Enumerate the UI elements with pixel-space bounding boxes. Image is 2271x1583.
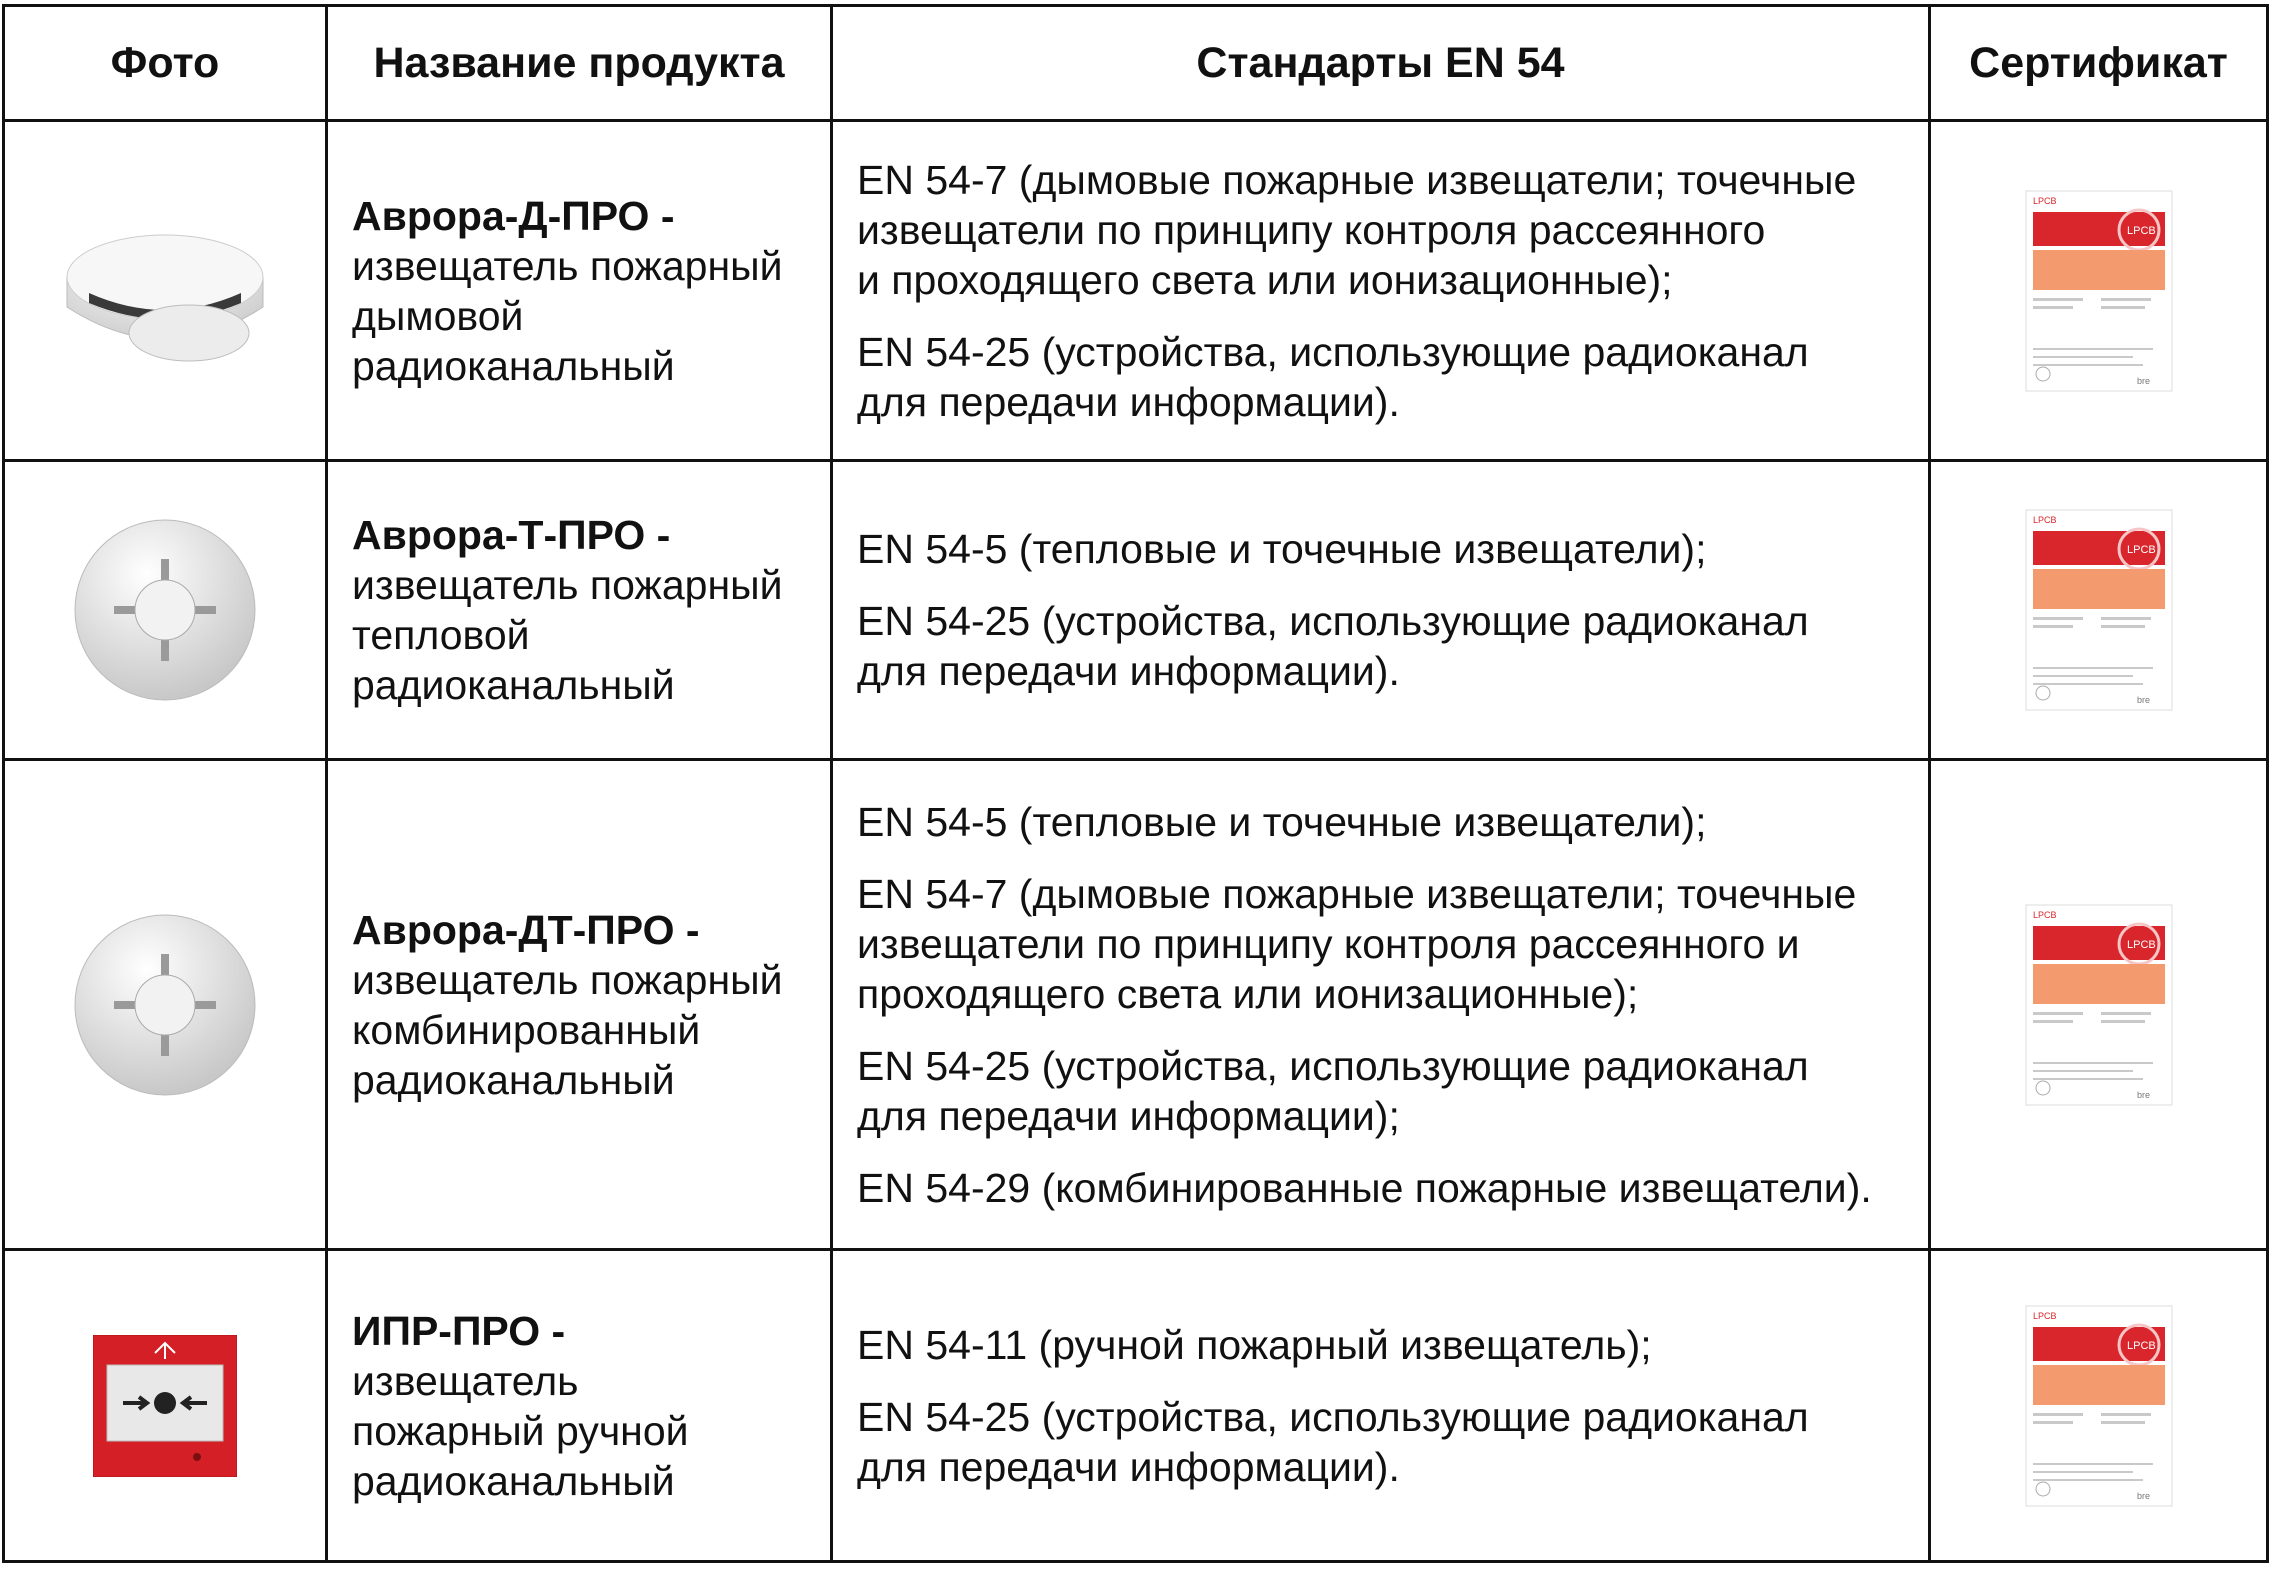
certificate-thumbnail[interactable] xyxy=(1931,1305,2266,1507)
certificate-icon xyxy=(2025,190,2173,392)
certificate-badge-text: LPCB xyxy=(2126,224,2156,237)
table-row xyxy=(4,121,2268,461)
product-name-cell xyxy=(327,121,832,461)
certificate-logo-text: LPCB xyxy=(2032,909,2057,920)
product-name: Аврора-ДТ-ПРО - xyxy=(352,906,700,953)
certificate-cell xyxy=(1930,760,2268,1250)
product-description-line: тепловой xyxy=(352,612,530,658)
header-product-name: Название продукта xyxy=(327,6,832,121)
certificate-badge-text: LPCB xyxy=(2126,544,2156,556)
standard-entry: EN 54-25 (устройства, использующие радиоканал для передачи информации); xyxy=(857,1042,1809,1139)
standard-entry: EN 54-29 (комбинированные пожарные извещатели). xyxy=(857,1164,1872,1211)
standards-cell xyxy=(832,1250,1930,1562)
product-description-line: радиоканальный xyxy=(352,662,675,708)
photo-cell xyxy=(4,461,327,760)
product-description-line: дымовой xyxy=(352,292,524,339)
certificate-cell xyxy=(1930,121,2268,461)
manual-call-point-icon xyxy=(93,1335,237,1477)
standard-entry: EN 54-11 (ручной пожарный извещатель); xyxy=(857,1321,1652,1368)
header-certificate: Сертификат xyxy=(1930,6,2268,121)
certificate-cell xyxy=(1930,1250,2268,1562)
product-name: Аврора-Д-ПРО - xyxy=(352,192,675,239)
product-description-line: радиоканальный xyxy=(352,342,675,389)
product-description-line: радиоканальный xyxy=(352,1056,675,1103)
certificate-cell xyxy=(1930,461,2268,760)
products-table xyxy=(2,4,2269,1563)
table-row xyxy=(4,760,2268,1250)
certificate-badge-text: LPCB xyxy=(2126,938,2156,951)
certificate-icon xyxy=(2025,1305,2173,1507)
heat-detector-icon xyxy=(70,515,260,705)
standard-entry: EN 54-7 (дымовые пожарные извещатели; точечные извещатели по принципу контроля рассеянного и проходящего света или ионизационные); xyxy=(857,870,1857,1017)
standards-cell xyxy=(832,461,1930,760)
certificate-footer-text: bre xyxy=(2136,375,2150,386)
product-description-line: пожарный ручной xyxy=(352,1407,689,1454)
standards-cell xyxy=(832,121,1930,461)
certificate-thumbnail[interactable] xyxy=(1931,904,2266,1106)
header-standards: Стандарты EN 54 xyxy=(832,6,1930,121)
certificate-icon xyxy=(2025,509,2173,711)
standard-entry: EN 54-25 (устройства, использующие радиоканал для передачи информации). xyxy=(857,328,1809,425)
photo-cell xyxy=(4,121,327,461)
standard-entry: EN 54-7 (дымовые пожарные извещатели; точечные извещатели по принципу контроля рассеянного и проходящего света или ионизационные); xyxy=(857,156,1857,303)
certificate-logo-text: LPCB xyxy=(2032,515,2057,525)
certificate-logo-text: LPCB xyxy=(2032,195,2057,206)
certificate-thumbnail[interactable] xyxy=(1931,190,2266,392)
standard-entry: EN 54-5 (тепловые и точечные извещатели); xyxy=(857,526,1707,572)
certificate-footer-text: bre xyxy=(2136,1089,2150,1100)
product-description-line: радиоканальный xyxy=(352,1457,675,1504)
product-description-line: извещатель пожарный xyxy=(352,562,783,608)
product-description-line: извещатель пожарный xyxy=(352,956,783,1003)
standard-entry: EN 54-25 (устройства, использующие радиоканал для передачи информации). xyxy=(857,598,1809,694)
product-name: ИПР-ПРО - xyxy=(352,1307,566,1354)
product-name-cell xyxy=(327,461,832,760)
certificate-icon xyxy=(2025,904,2173,1106)
standard-entry: EN 54-5 (тепловые и точечные извещатели); xyxy=(857,798,1707,845)
product-name-cell xyxy=(327,760,832,1250)
combined-detector-icon xyxy=(70,910,260,1100)
certificate-badge-text: LPCB xyxy=(2126,1339,2156,1352)
product-description-line: извещатель xyxy=(352,1357,579,1404)
smoke-detector-icon xyxy=(59,211,271,371)
product-name: Аврора-Т-ПРО - xyxy=(352,512,671,558)
product-description-line: извещатель пожарный xyxy=(352,242,783,289)
product-description-line: комбинированный xyxy=(352,1006,701,1053)
photo-cell xyxy=(4,1250,327,1562)
product-name-cell xyxy=(327,1250,832,1562)
standards-cell xyxy=(832,760,1930,1250)
header-photo: Фото xyxy=(4,6,327,121)
table-row xyxy=(4,1250,2268,1562)
table-row xyxy=(4,461,2268,760)
certificate-footer-text: bre xyxy=(2136,1490,2150,1501)
certificate-logo-text: LPCB xyxy=(2032,1310,2057,1321)
table-header-row xyxy=(4,6,2268,121)
certificate-footer-text: bre xyxy=(2136,695,2150,705)
certificate-thumbnail[interactable] xyxy=(1931,509,2266,711)
standard-entry: EN 54-25 (устройства, использующие радиоканал для передачи информации). xyxy=(857,1393,1809,1490)
photo-cell xyxy=(4,760,327,1250)
